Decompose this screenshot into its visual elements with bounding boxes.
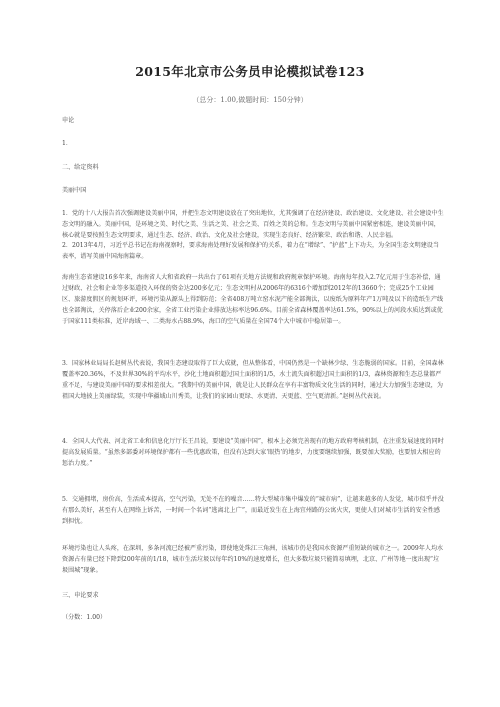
subsection-title: 美丽中国 [62,187,87,194]
paragraph-1: 1．党的十八大报告首次强调建设美丽中国，并把生态文明建设放在了突出地位，尤其强调了在经济建设、政治建设、文化建设、社会建设中生态文明的融入。美丽中国，是环境之美、时代之美、生活之美、社会之美、百姓之美的总和。生态文明与美丽中国紧密相连，建设美丽中国，核心就是要按照生态文明要求，通过生态、经济、政治、文化及社会建设，实现生态良好、经济繁荣、政治和谐、人民幸福。 [62,210,444,239]
section-heading-given: 二、给定资料 [62,164,99,171]
paragraph-5: 4．全国人大代表、河北省工业和信息化厅厅长王昌说，要建设“美丽中国”，根本上必须完善现有的地方政府考核机制，在注重发展速度的同时提高发展质量。“虽然多部委对环境保护都有一些优惠政策，但没有达到大家‘眼热’的地步，力度要继续加强，既要加大奖励，也要加大相应的惩治力度。” [62,438,444,467]
section-heading-requirements: 三、申论要求 [62,592,99,599]
paragraph-3: 海南生态省建设16多年来，海南省人大和省政府一共出台了61项有关地方法规和政府规章保护环境。海南每年投入2.7亿元用于生态补偿，通过财政、社会和企业等多渠道投入环保的资金达200多亿元；生态文明村从2006年的6316个增加到2012年的13660个；完成25个工业园区、旅游度假区的规划环评，环境污染从源头上得到防范；全省408万吨立窑水泥产能全部淘汰，以废纸为原料年产1万吨及以下的造纸生产线也全部淘汰，关停落后企业200余家，全省工业污染企业排放达标率达96.6%。目前全省森林覆盖率达61.5%，90%以上的河段水质达到或优于国家111类标准，近岸海域一、二类海水占88.9%，海口的空气质量在全国74个大中城市中稳居第一。 [62,274,444,325]
item-number: 1． [62,140,72,147]
paragraph-4: 3．国家林业局局长赵树丛代表说，我国生态建设取得了巨大成就，但从整体看，中国仍然是一个缺林少绿、生态脆弱的国家。目前，全国森林覆盖率20.36%，不及世界30%的平均水平，沙化土地面积超过国土面积的1/5，水土流失面积超过国土面积的1/3，森林资源和生态总量都严重不足，与建设美丽中国的要求相差很大。“我期中的美丽中国，就是让人民群众在享有丰富物质文化生活的同时，通过大力加强生态建设，为祖国大地披上美丽绿装，实现中华疆域山川秀美，让我们的家园山更绿、水更清、天更蓝、空气更清新。”赵树丛代表说。 [62,360,444,400]
paragraph-7: 环境污染也让人头疼，在深圳，多条河流已经被严重污染，即使地处珠江三角洲，该城市仍是我国水资源严重短缺的城市之一。2009年人均水资源占有量已经下降到200年前的1/18，城市生活垃圾以每年约10%的速度增长，但大多数垃圾只能简易填埋，北京、广州等地一度出现“垃圾围城”现象。 [62,545,444,574]
page-title: 2015年北京市公务员申论模拟试卷123 [135,64,365,79]
paragraph-2: 2．2013年4月，习近平总书记在海南视察时，要求海南处理好发展和保护的关系，着力在“增绿”、“护蓝”上下功夫，为全国生态文明建设当表率，谱写美丽中国海南篇章。 [62,242,439,260]
paragraph-6: 5．交通拥堵，房价高，生活成本提高，空气污染，无处不在的噪音……特大型城市集中爆发的“城市病”，让越来越多的人发觉，城市似乎并没有那么美好，甚至有人在网络上诉苦，一时间一个名词“逃离北上广”，而最近发生在上海宜州路的公寓火灾，更使人们对城市生活的安全性感到担忧。 [62,496,444,525]
score-note: （分数：1.00） [62,614,107,621]
section-heading-shenlun: 申论 [62,117,75,124]
exam-subtitle: （总分：1.00,做题时间：150分钟） [192,96,308,104]
